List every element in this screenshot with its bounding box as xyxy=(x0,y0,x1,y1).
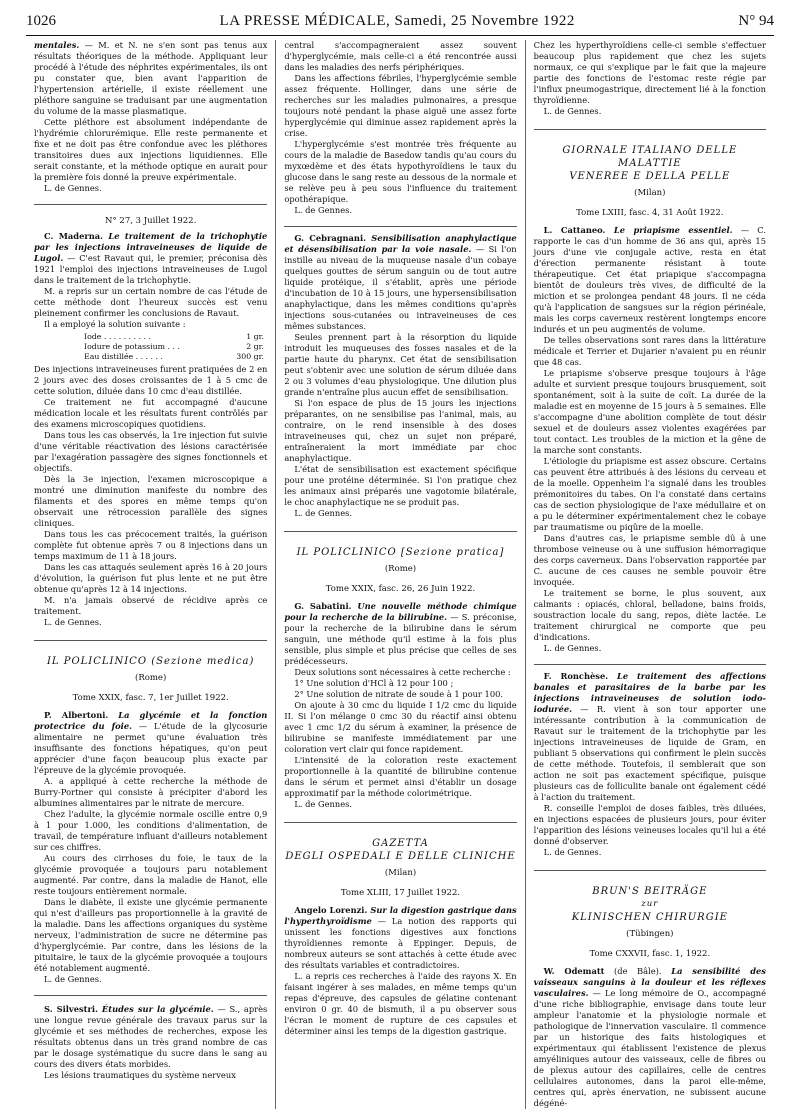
paragraph: Le priapisme s'observe presque toujours à l'âge adulte et survient presque toujours brusquement, soit spontanément, soit à la suite de coït. La durée de la maladie est en moyenne de 15 jours à 5 semaines. Elle s'accompagne d'une abolition complète de tout désir sexuel et de douleurs assez violentes exagérées par tout contact. Les troubles de la miction et la gêne de la marche sont constants. xyxy=(533,368,766,455)
article-text: — R. vient à son tour apporter une intéressante contribution à la communication de Ravaut sur le traitement de la trichophytie par les injections intraveineuses de liquide de Gram, en publiant 5 observations qui confirment le plein succès de cette méthode. Toutefois, il semblerait que son action ne soit pas exactement spécifique, puisque plusieurs cas de folliculite banale ont également cédé à l'action du traitement. xyxy=(533,704,766,802)
section-city: (Rome) xyxy=(384,564,417,574)
divider xyxy=(34,204,267,205)
formula-qty: 2 gr. xyxy=(246,342,264,351)
article-text: — C. rapporte le cas d'un homme de 36 ans qui, après 15 jours d'une vie conjugale active, resta en état d'érection permanente résistant à toute thérapeutique. Cet état priapique s'accompagna bientôt de douleurs très vives, de difficulté de la miction et se prolongea pendant 48 jours. Il ne céda qu'à l'application de sangsues sur la région périnéale, mais les corps caverneux restèrent longtemps encore indurés et un peu augmentés de volume. xyxy=(533,225,766,334)
column-1 xyxy=(26,40,275,1109)
article-text: — La notion des rapports qui unissent les fonctions digestives aux fonctions thyroïdiennes remonte à Eppinger. Depuis, de nombreux auteurs se sont attachés à cette étude avec des résultats variables et contradictoires. xyxy=(284,916,517,970)
paragraph: Ce traitement ne fut accompagné d'aucune médication locale et les résultats furent contrôlés par des examens microscopiques quotidiens. xyxy=(34,397,268,429)
article-title: La sensibilité des vaisseaux sanguins à la douleur et les réflexes vasculaires. xyxy=(533,966,766,998)
author-signature: L. de Gennes. xyxy=(543,106,602,116)
divider xyxy=(284,226,516,227)
tome-heading: Tome LXIII, fasc. 4, 31 Août 1922. xyxy=(576,208,724,218)
paragraph: Chez les hyperthyroïdiens celle-ci semble s'effectuer beaucoup plus rapidement que chez les sujets normaux, ce qui s'explique par le fait que la majeure partie des fonctions de l'estomac reste régie par l'influx pneumogastrique, directement lié à la fonction thyroïdienne. xyxy=(533,40,766,105)
journal-title: LA PRESSE MÉDICALE, Samedi, 25 Novembre 1922 xyxy=(219,12,575,29)
paragraph: A. a appliqué à cette recherche la méthode de Burry-Portner qui consiste à précipiter d'abord les albumines alimentaires par le nitrate de mercure. xyxy=(34,776,268,808)
author-signature: L. de Gennes. xyxy=(294,799,353,809)
article-author: Angelo Lorenzi. xyxy=(294,905,368,915)
page-header xyxy=(26,10,774,32)
article-title: Sensibilisation anaphylactique et désensibilisation par la voie nasale. xyxy=(284,233,517,254)
paragraph: L'intensité de la coloration reste exactement proportionnelle à la quantité de bilirubine contenue dans le sérum et permet ainsi d'établir un dosage approximatif par la méthode colorimétrique. xyxy=(284,755,517,798)
article-text: — Si l'on instille au niveau de la muqueuse nasale d'un cobaye quelques gouttes de sérum sanguin ou de tout autre liquide protéique, il s'établit, après une période d'incubation de 10 à 15 jours, une hypersensibilisation anaphylactique, dans les mêmes conditions qu'après injections sous-cutanées ou intraveineuses de ces mêmes substances. xyxy=(284,244,517,331)
divider xyxy=(534,664,766,665)
article-title: Le priapisme essentiel. xyxy=(605,225,733,235)
tome-heading: Tome CXXVII, fasc. 1, 1922. xyxy=(589,949,711,959)
article-author: W. Odematt xyxy=(543,966,605,976)
section-subtitle: KLINISCHEN CHIRURGIE xyxy=(571,912,728,923)
article xyxy=(34,1004,267,1070)
paragraph: Deux solutions sont nécessaires à cette recherche : xyxy=(294,667,511,677)
article xyxy=(34,231,267,286)
author-signature: L. de Gennes. xyxy=(44,974,102,984)
paragraph: Dans tous les cas observés, la 1re injection fut suivie d'une véritable réactivation des lésions caractérisée par l'exagération passagère des signes fonctionnels et objectifs. xyxy=(34,430,268,473)
author-signature: L. de Gennes. xyxy=(44,617,102,627)
article-author: G. Sabatini. xyxy=(294,601,352,611)
paragraph: Il a employé la solution suivante : xyxy=(44,319,186,329)
article-title: Études sur la glycémie. xyxy=(97,1004,214,1014)
article-author: C. Maderna. xyxy=(44,231,104,241)
paragraph: L. a repris ces recherches à l'aide des rayons X. En faisant ingérer à ses malades, en même temps qu'un repas d'épreuve, des capsules de gélatine contenant environ 0 gr. 40 de bismuth, il a pu observer sous l'écran le moment de rupture de ces capsules et déterminer ainsi les temps de la digestion gastrique. xyxy=(284,971,517,1036)
paragraph: L'étiologie du priapisme est assez obscure. Certains cas peuvent être attribués à des lésions du cerveau et de la moelle. Oppenheim l'a signalé dans les troubles prémonitoires du tabes. On l'a constaté dans certains cas de section physiologique de l'axe médullaire et on a pu le déterminer expérimentalement chez le cobaye par traumatisme ou piqûre de la moelle. xyxy=(533,456,766,532)
paragraph: Le traitement se borne, le plus souvent, aux calmants : opiacés, chloral, belladone, bains froids, soustraction locale du sang, repos, diète lactée. Le traitement chirurgical ne comporte que peu d'indications. xyxy=(533,588,766,642)
issue-number: N° 94 xyxy=(738,12,774,29)
columns xyxy=(26,40,774,1108)
formula-table xyxy=(84,332,267,362)
author-location: (de Bâle). xyxy=(604,966,662,976)
page-number: 1026 xyxy=(26,12,56,29)
paragraph: Dans tous les cas précocement traités, la guérison complète fut obtenue après 7 ou 8 injections dans un temps maximum de 11 à 18 jours. xyxy=(34,529,268,561)
formula-item: Iode . . . . . . . . . . xyxy=(84,332,151,341)
article xyxy=(534,966,766,1109)
issue-heading: N° 27, 3 Juillet 1922. xyxy=(105,216,197,226)
author-signature: L. de Gennes. xyxy=(294,508,353,518)
paragraph: R. conseille l'emploi de doses faibles, très diluées, en injections espacées de plusieurs jours, pour éviter l'apparition des lésions veineuses locales qu'il lui a été donné d'observer. xyxy=(533,803,766,846)
article xyxy=(34,710,267,776)
header-rule xyxy=(26,35,774,36)
author-signature: L. de Gennes. xyxy=(44,183,102,193)
paragraph: M. n'a jamais observé de récidive après ce traitement. xyxy=(34,595,268,616)
tome-heading: Tome XXIX, fasc. 7, 1er Juillet 1922. xyxy=(72,693,229,703)
paragraph: Dans les affections fébriles, l'hyperglycémie semble assez fréquente. Hollinger, dans une série de recherches sur les maladies pulmonaires, a presque toujours noté pendant la phase aiguë une assez forte hyperglycémie qui diminue assez rapidement après la crise. xyxy=(284,73,517,138)
article-text: — C'est Ravaut qui, le premier, préconisa dès 1921 l'emploi des injections intraveineuses de Lugol dans le traitement de la trichophytie. xyxy=(34,253,268,285)
tome-heading: Tome XXIX, fasc. 26, 26 Juin 1922. xyxy=(325,584,476,594)
paragraph: Dans d'autres cas, le priapisme semble dû à une thrombose veineuse ou à une suffusion hémorragique des corps caverneux. Dans l'observation rapportée par C. aucune de ces causes ne semble pouvoir être invoquée. xyxy=(533,533,766,587)
section-title: IL POLICLINICO [Sezione pratica] xyxy=(284,531,516,559)
article-author: P. Albertoni. xyxy=(44,710,109,720)
article xyxy=(534,671,766,803)
article xyxy=(284,233,516,332)
paragraph: M. a repris sur un certain nombre de cas l'étude de cette méthode dont l'heureux succès est venu pleinement confirmer les conclusions de Ravaut. xyxy=(34,286,268,318)
tome-heading: Tome XLIII, 17 Juillet 1922. xyxy=(340,888,461,898)
article-title: Le traitement des affections banales et parasitaires de la barbe par les injections intraveineuses de solution iodo-iodurée. xyxy=(533,671,766,714)
article-title: Le traitement de la trichophytie par les injections intraveineuses de liquide de Lugol. xyxy=(34,231,268,263)
article-author: S. Silvestri. xyxy=(44,1004,98,1014)
paragraph: On ajoute à 30 cmc du liquide I 1/2 cmc du liquide II. Si l'on mélange 0 cmc 30 du réactif ainsi obtenu avec 1 cmc 1/2 du sérum à examiner, la présence de bilirubine se manifeste immédiatement par une coloration vert clair qui fonce rapidement. xyxy=(284,700,517,754)
paragraph: De telles observations sont rares dans la littérature médicale et Terrier et Dujarier n'avaient pu en réunir que 48 cas. xyxy=(533,335,766,367)
paragraph: Dans les cas attaqués seulement après 16 à 20 jours d'évolution, la guérison fut plus lente et ne put être obtenue qu'après 12 à 14 injections. xyxy=(34,562,268,594)
section-city: (Tübingen) xyxy=(626,929,674,939)
paragraph: central s'accompagneraient assez souvent d'hyperglycémie, mais celle-ci a été rencontrée aussi dans les maladies des nerfs périphériques. xyxy=(284,40,517,72)
divider xyxy=(34,995,267,996)
list-item: 1° Une solution d'HCl à 12 pour 100 ; xyxy=(294,678,454,688)
author-signature: L. de Gennes. xyxy=(543,643,602,653)
article-title: Sur la digestion gastrique dans l'hyperthyroïdisme xyxy=(284,905,517,926)
article-author: L. Cattaneo. xyxy=(543,225,606,235)
section-title: BRUN'S BEITRÄGE xyxy=(534,870,766,898)
article xyxy=(284,601,516,667)
article-text: — L'étude de la glycosurie alimentaire ne permet qu'une évaluation très insuffisante des fonctions hépatiques, qu'on peut apprécier d'une façon beaucoup plus exacte par l'épreuve de la glycémie provoquée. xyxy=(34,721,268,775)
paragraph: Cette pléthore est absolument indépendante de l'hydrémie chlorurémique. Elle reste permanente et fixe et ne doit pas être confondue avec les pléthores transitoires dues aux injections liquidiennes. Elle serait constante, et la méthode optique en aurait pour la première fois donné la preuve expérimentale. xyxy=(34,117,268,182)
paragraph: Les lésions traumatiques du système nerveux xyxy=(44,1070,236,1080)
article-text: — Le long mémoire de O., accompagné d'une riche bibliographie, envisage dans toute leur ampleur l'anatomie et la physiologie normale et pathologique de l'innervation vasculaire. Il commence par un historique des faits histologiques et expérimentaux qui établissent l'existence de plexus amyéliniques autour des vaisseaux, celle de fibres ou de plexus autour des capillaires, celle de centres cellulaires autonomes, dans la paroi elle-même, centres qui, après énervation, ne subissent aucune dégéné- xyxy=(533,988,766,1108)
section-subtitle: VENEREE E DELLA PELLE xyxy=(569,171,731,182)
formula-row xyxy=(84,352,264,362)
formula-item: Iodure de potassium . . . xyxy=(84,342,180,351)
article-title: Une nouvelle méthode chimique pour la recherche de la bilirubine. xyxy=(284,601,517,622)
paragraph: Au cours des cirrhoses du foie, le taux de la glycémie provoquée a toujours paru notablement augmenté. Par contre, dans la maladie de Hanot, elle reste toujours entièrement normale. xyxy=(34,853,268,896)
article-title: La glycémie et la fonction protectrice du foie. xyxy=(34,710,268,731)
formula-qty: 1 gr. xyxy=(246,332,264,341)
author-signature: L. de Gennes. xyxy=(543,847,602,857)
column-3 xyxy=(525,40,774,1109)
article xyxy=(284,905,516,971)
section-city: (Milan) xyxy=(384,868,417,878)
section-city: (Rome) xyxy=(135,673,167,683)
article-text: — S. préconise, pour la recherche de la bilirubine dans le sérum sanguin, une méthode qu'il estime à la fois plus sensible, plus simple et plus précise que celles de ses prédécesseurs. xyxy=(284,612,517,666)
lead-word: mentales. xyxy=(34,40,80,50)
column-2 xyxy=(275,40,524,1109)
section-title: IL POLICLINICO (Sezione medica) xyxy=(34,640,267,668)
paragraph: Dès la 3e injection, l'examen microscopique a montré une diminution manifeste du nombre des filaments et des spores en même temps qu'on observait une rétrocession parallèle des signes cliniques. xyxy=(34,474,268,528)
paragraph: Dans le diabète, il existe une glycémie permanente qui n'est d'ailleurs pas proportionnelle à la gravité de la maladie. Dans les affections organiques du système nerveux, l'administration de sucre ne détermine pas d'hyperglycémie. Par contre, dans les lésions de la pituitaire, le taux de la glycémie provoquée a toujours été notablement augmenté. xyxy=(34,897,268,973)
paragraph-text: — M. et N. ne s'en sont pas tenus aux résultats théoriques de la méthode. Appliquant leur procédé à l'étude des néphrites expérimentales, ils ont pu constater que, bien avant l'apparition de l'hypertension artérielle, il existe réellement une pléthore sanguine se traduisant par une augmentation du volume de la masse plasmatique. xyxy=(34,40,268,116)
section-title: GAZETTA xyxy=(284,822,516,850)
formula-row xyxy=(84,342,264,352)
formula-item: Eau distillée . . . . . . xyxy=(84,352,163,361)
formula-qty: 300 gr. xyxy=(236,352,264,361)
article-author: G. Cebragnani. xyxy=(294,233,366,243)
paragraph: L'état de sensibilisation est exactement spécifique pour une protéine déterminée. Si l'on pratique chez les animaux ainsi préparés une vagotomie bilatérale, le choc anaphylactique ne se produit pas. xyxy=(284,464,517,507)
paragraph: Des injections intraveineuses furent pratiquées de 2 en 2 jours avec des doses croissantes de 1 à 5 cmc de cette solution, diluée dans 10 cmc d'eau distillée. xyxy=(34,364,268,396)
paragraph: L'hyperglycémie s'est montrée très fréquente au cours de la maladie de Basedow tandis qu'au cours du myxœdème et des états hypothyroïdiens le taux du glucose dans le sang reste au dessous de la normale et se relève peu à peu sous l'influence du traitement opothérapique. xyxy=(284,139,517,204)
author-signature: L. de Gennes. xyxy=(294,205,353,215)
formula-row xyxy=(84,332,264,342)
section-title: GIORNALE ITALIANO DELLE MALATTIE xyxy=(534,129,766,170)
paragraph: Seules prennent part à la résorption du liquide introduit les muqueuses des fosses nasales et de la partie haute du pharynx. Cet état de sensibilisation peut s'obtenir avec une solution de sérum diluée dans 2 ou 3 volumes d'eau physiologique. Une dilution plus grande n'entraîne plus aucun effet de sensibilisation. xyxy=(284,332,517,397)
article xyxy=(534,225,766,335)
paragraph: Chez l'adulte, la glycémie normale oscille entre 0,9 à 1 pour 1.000, les conditions d'alimentation, de travail, de température influant d'ailleurs notablement sur ces chiffres. xyxy=(34,809,268,852)
section-subtitle: DEGLI OSPEDALI E DELLE CLINICHE xyxy=(285,851,516,862)
list-item: 2° Une solution de nitrate de soude à 1 pour 100. xyxy=(294,689,504,699)
paragraph: Si l'on espace de plus de 15 jours les injections préparantes, on ne sensibilise pas l'animal, mais, au contraire, on le rend insensible à des doses intraveineuses qui, chez un sujet non préparé, entraîneraient la mort immédiate par choc anaphylactique. xyxy=(284,398,517,463)
section-subtitle: zur xyxy=(641,899,659,909)
section-city: (Milan) xyxy=(634,188,666,198)
article-text: — S., après une longue revue générale des travaux parus sur la glycémie et ses méthodes de recherches, expose les résultats obtenus dans un très grand nombre de cas par le dosage systématique du sucre dans le sang au cours des divers états morbides. xyxy=(34,1004,268,1069)
paragraph xyxy=(34,40,267,117)
article-author: F. Ronchèse. xyxy=(543,671,609,681)
